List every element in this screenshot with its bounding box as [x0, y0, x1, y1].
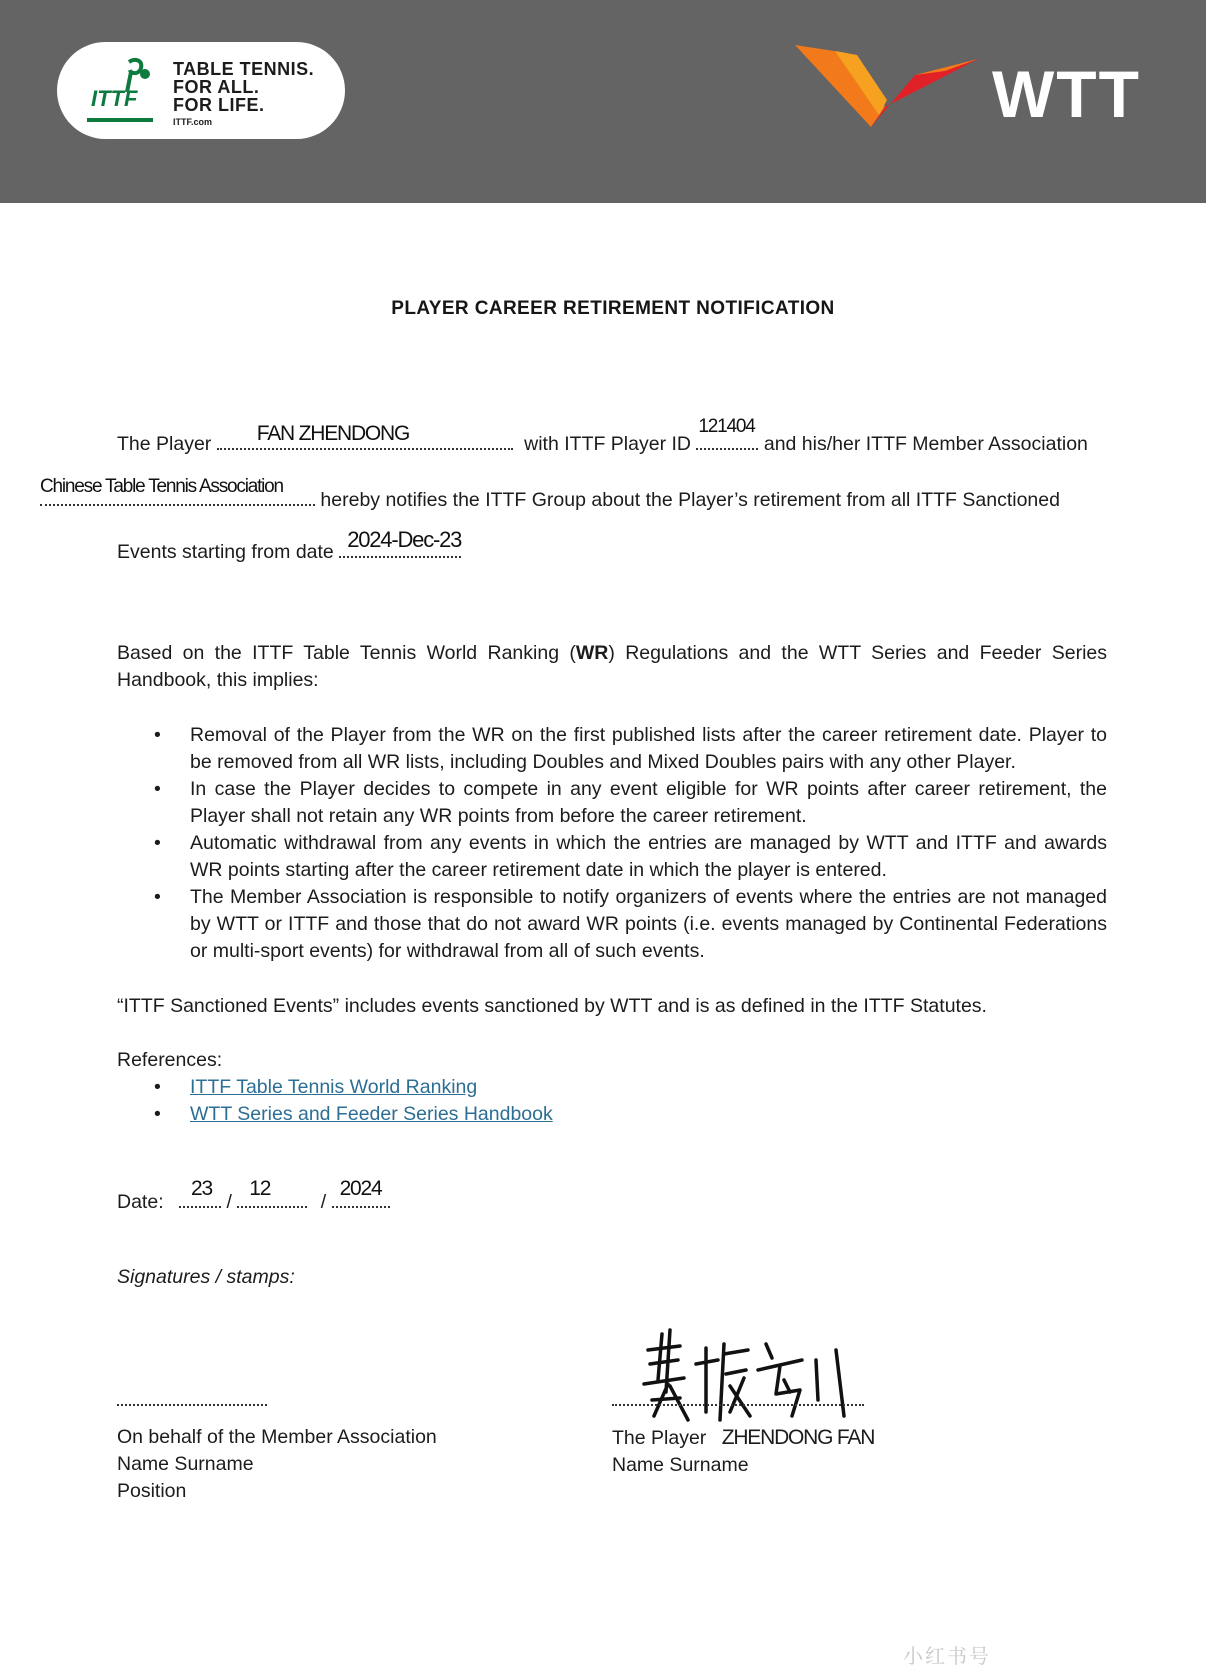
bullet-icon: • — [154, 724, 161, 746]
player-signature-line — [612, 1404, 864, 1406]
wtt-wordmark: WTT — [992, 57, 1141, 131]
list-item — [117, 1074, 1107, 1101]
date-day-value: 23 — [191, 1177, 212, 1200]
handbook-link[interactable]: WTT Series and Feeder Series Handbook — [190, 1103, 553, 1125]
ittf-slogan-line: FOR LIFE. — [173, 95, 265, 115]
ittf-slogan-line: TABLE TENNIS. — [173, 59, 315, 79]
the-player-label: The Player — [117, 433, 212, 455]
events-label: Events starting from date — [117, 541, 334, 563]
player-name-value: FAN ZHENDONG — [256, 422, 410, 445]
svg-text:ITTF: ITTF — [91, 86, 138, 111]
wtt-emblem-icon — [795, 45, 978, 135]
association-name-value: Chinese Table Tennis Association — [40, 476, 283, 497]
date-line — [117, 1177, 390, 1214]
ittf-url: ITTF.com — [173, 117, 213, 127]
association-label: and his/her ITTF Member Association — [763, 433, 1088, 455]
date-separator: / — [226, 1191, 232, 1213]
member-association-position-label: Position — [117, 1480, 187, 1502]
member-association-signature-block — [117, 1404, 437, 1505]
player-signature-label: The Player — [612, 1427, 707, 1449]
implications-lead — [117, 640, 1107, 694]
date-separator: / — [320, 1191, 327, 1213]
member-association-name-label: Name Surname — [117, 1453, 254, 1475]
document-title: PLAYER CAREER RETIREMENT NOTIFICATION — [391, 298, 835, 319]
date-year-value: 2024 — [339, 1177, 382, 1200]
list-item — [117, 884, 1107, 965]
player-id-label: with ITTF Player ID — [524, 433, 691, 455]
notifies-text: hereby notifies the ITTF Group about the Player’s retirement from all ITTF Sanctioned — [320, 489, 1060, 511]
member-association-label: On behalf of the Member Association — [117, 1426, 437, 1448]
player-signature-name: ZHENDONG FAN — [721, 1426, 875, 1449]
wr-abbreviation: WR — [575, 642, 609, 664]
list-item-text: Automatic withdrawal from any events in which the entries are managed by WTT and ITTF and awards WR points starting after the career retirement date in which the player is entered. — [190, 832, 1107, 881]
references-label: References: — [117, 1049, 223, 1071]
list-item-text: In case the Player decides to compete in any event eligible for WR points after career retirement, the Player shall not retain any WR points from before the career retirement. — [190, 778, 1107, 827]
player-id-value: 121404 — [698, 416, 755, 437]
implications-list — [117, 722, 1107, 965]
implications-lead-text: ) Regulations and the WTT Series and Feeder Series Handbook, this implies: — [117, 642, 1107, 691]
player-signature-row — [612, 1424, 874, 1452]
references-list — [117, 1074, 1107, 1128]
bullet-icon: • — [154, 778, 161, 800]
list-item-text: Removal of the Player from the WR on the first published lists after the career retirement date. Player to be removed from all WR lists, including Doubles and Mixed Doubles pairs with any other Player. — [190, 724, 1107, 773]
bullet-icon: • — [154, 1103, 161, 1125]
bullet-icon: • — [154, 1076, 161, 1098]
retirement-date-value: 2024-Dec-23 — [347, 527, 462, 552]
date-month-value: 12 — [249, 1177, 271, 1200]
world-ranking-link[interactable]: ITTF Table Tennis World Ranking — [190, 1076, 478, 1098]
header-band — [0, 0, 1206, 203]
player-name-surname-label: Name Surname — [612, 1454, 749, 1476]
list-item — [117, 1101, 1107, 1128]
date-month-field — [237, 1177, 307, 1208]
bullet-icon: • — [154, 886, 161, 908]
list-item-text: The Member Association is responsible to notify organizers of events where the entries are not managed by WTT or ITTF and those that do not award WR points (i.e. events managed by Continental Federations or multi-sport events) for withdrawal from all of such events. — [190, 886, 1107, 962]
intro-line-3 — [117, 527, 462, 564]
player-id-field — [696, 416, 758, 450]
date-year-field — [332, 1177, 390, 1208]
member-association-signature-line — [117, 1404, 267, 1406]
platform-watermark: 小红书号 — [903, 1646, 991, 1668]
svg-text:樊振东: 樊振东 — [640, 1320, 643, 1321]
player-name-field — [217, 422, 513, 450]
ittf-slogan-line: FOR ALL. — [173, 77, 260, 97]
list-item — [117, 722, 1107, 776]
bullet-icon: • — [154, 832, 161, 854]
list-item — [117, 776, 1107, 830]
ittf-emblem-icon — [83, 56, 163, 126]
ittf-logo — [57, 42, 345, 139]
signatures-label: Signatures / stamps: — [117, 1266, 295, 1288]
sanctioned-events-note: “ITTF Sanctioned Events” includes events sanctioned by WTT and is as defined in the ITTF Statutes. — [117, 995, 987, 1017]
player-signature-block — [612, 1404, 874, 1479]
list-item — [117, 830, 1107, 884]
ittf-slogan — [173, 60, 314, 114]
association-name-field — [40, 476, 315, 506]
date-day-field — [179, 1177, 221, 1208]
retirement-date-field — [339, 527, 462, 558]
implications-lead-text: Based on the ITTF Table Tennis World Ranking ( — [117, 642, 576, 664]
intro-line-1 — [117, 416, 1088, 456]
date-label: Date: — [117, 1191, 164, 1213]
intro-line-2 — [40, 476, 1060, 512]
